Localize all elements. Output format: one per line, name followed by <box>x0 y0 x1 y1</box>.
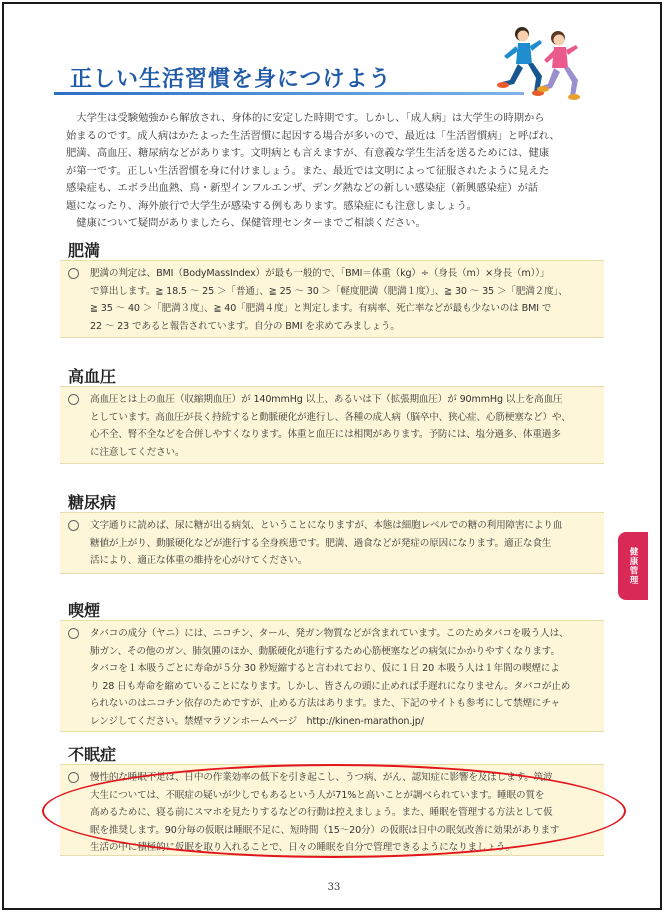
section-heading-diabetes: 糖尿病 <box>68 493 117 512</box>
section-text-smoking: タバコの成分（ヤニ）には、ニコチン、タール、発ガン物質などが含まれています。このためタバコを吸う人は、 肺ガン、その他のガン、肺気腫のほか、動脈硬化が進行するため心筋梗塞などの病気にかかりやすくなります。 タバコを１本吸うごとに寿命が５分 30 秒短縮すると言われており、仮に１日 20 本吸う人は１年間の喫煙によ り 28 日も寿命を縮めていることになります。しかし、皆さんの頭に止めれば手遅れになりません。タバコが止め られないのはニコチン依存のためですが、止める方法はあります。また、下記のサイトも参考にして禁煙にチャ レンジしてください。禁煙マラソンホームページ http://kinen-marathon.jp/ <box>90 628 571 727</box>
section-box-obesity <box>60 260 604 338</box>
runners-illustration <box>492 18 588 106</box>
runner-left <box>497 27 544 96</box>
section-text-diabetes: 文字通りに読めば、尿に糖が出る病気、ということになりますが、本態は細胞レベルでの糖の利用障害により血 糖値が上がり、動脈硬化などが進行する全身疾患です。肥満、過食などが発症の原因になります。適正な食生 活により、適正な体重の維持を心がけてください。 <box>90 520 563 566</box>
side-tab-health-management[interactable] <box>618 532 648 600</box>
section-heading-hypertension: 高血圧 <box>68 367 117 386</box>
section-heading-smoking: 喫煙 <box>68 601 101 620</box>
page-number: 33 <box>327 882 341 893</box>
title-block <box>54 52 524 104</box>
bullet-circle-icon <box>68 520 79 531</box>
section-box-diabetes <box>60 512 604 574</box>
bullet-circle-icon <box>68 628 79 639</box>
section-text-hypertension: 高血圧とは上の血圧（収縮期血圧）が 140mmHg 以上、あるいは下（拡張期血圧）が 90mmHg 以上を高血圧 としています。高血圧が長く持続すると動脈硬化が進行し、各種の成人病（脳卒中、狭心症、心筋梗塞など）や、 心不全、腎不全などを合併しやすくなります。体重と血圧には相関があります。予防には、塩分過多、体重過多 に注意してください。 <box>90 394 571 458</box>
section-heading-insomnia: 不眠症 <box>68 745 117 764</box>
red-highlight-ellipse <box>42 764 626 858</box>
section-text-insomnia: 慢性的な睡眠不足は、日中の作業効率の低下を引き起こし、うつ病、がん、認知症に影響を及ぼします。筑波 大生については、不眠症の疑いが少しでもあるという人が71%と高いことが調べられています。睡眠の質を 高めるために、寝る前にスマホを見たりするなどの行動は控えましょう。また、睡眠を管理する方法として仮 眠を推奨します。90分毎の仮眠は睡眠不足に、短時間（15～20分）の仮眠は日中の眠気改善に効果があります 生活の中に積極的に仮眠を取り入れることで、日々の睡眠を自分で管理できるようになりましょう。 <box>90 772 560 853</box>
title-underline <box>54 92 524 95</box>
section-box-smoking <box>60 620 604 732</box>
section-text-obesity: 肥満の判定は、BMI（BodyMassIndex）が最も一般的で、「BMI＝体重（kg）÷（身長（m）×身長（m））」 で算出します。≧ 18.5 ～ 25 ＞「普通」、≧ 25 ～ 30 ＞「軽度肥満（肥満１度）」、≧ 30 ～ 35 ＞「肥満２度」、 ≧ 35 ～ 40 ＞「肥満３度」、≧ 40「肥満４度」と判定します。有病率、死亡率などが最も少ないのは BMI で 22 ～ 23 であると報告されています。自分の BMI を求めてみましょう。 <box>90 268 568 332</box>
document-page <box>2 2 662 910</box>
section-box-hypertension <box>60 386 604 464</box>
side-tab-label: 健康管理 <box>628 547 638 585</box>
bullet-circle-icon <box>68 394 79 405</box>
page-title: 正しい生活習慣を身につけよう <box>70 67 392 92</box>
section-heading-obesity: 肥満 <box>68 241 101 260</box>
bullet-circle-icon <box>68 772 79 783</box>
runner-right <box>537 31 580 100</box>
bullet-circle-icon <box>68 268 79 279</box>
intro-paragraph: 大学生は受験勉強から解放され、身体的に安定した時期です。しかし、「成人病」は大学生の時期から 始まるのです。成人病はかたよった生活習慣に起因する場合が多いので、最近は「生活習慣病」と呼ばれ、 肥満、高血圧、糖尿病などがあります。文明病とも言えますが、有意義な学生生活を送るためには、健康 が第一です。正しい生活習慣を身に付けましょう。また、最近では文明によって征服されたように見えた 感染症も、エボラ出血熱、鳥・新型インフルエンザ、デング熱などの新しい感染症（新興感染症）が話 題になったり、海外旅行で大学生が感染する例もあります。感染症にも注意しましょう。 健康について疑問がありましたら、保健管理センターまでご相談ください。 <box>66 112 560 229</box>
